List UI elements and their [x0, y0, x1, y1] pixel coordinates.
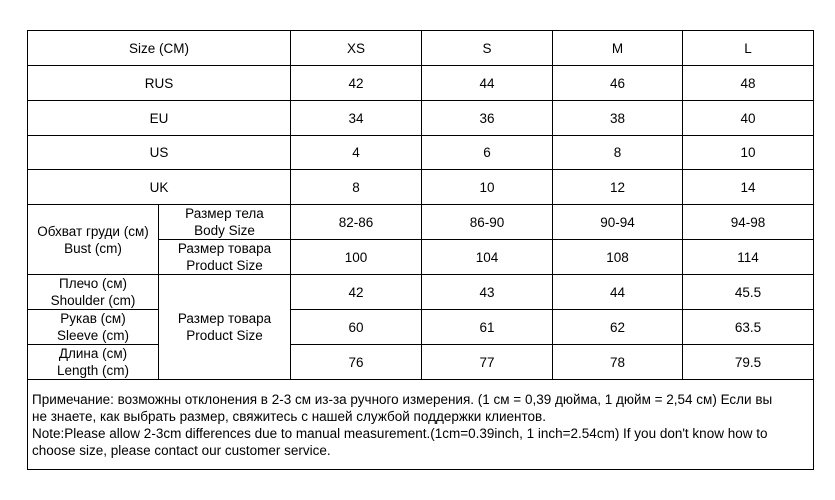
- size-chart-table: [27, 30, 814, 470]
- note-ru-line-2: не знаете, как выбрать размер, свяжитесь с нашей службой поддержки клиентов.: [32, 409, 546, 424]
- note-en-line-2: choose size, please contact our customer service.: [32, 443, 331, 458]
- table-cell: 61: [422, 310, 553, 345]
- length-label-en: Length (cm): [56, 363, 130, 378]
- size-header-m: M: [553, 31, 683, 66]
- table-row-us: [28, 136, 814, 170]
- table-cell: 108: [553, 240, 683, 275]
- table-row-rus: [28, 66, 814, 101]
- table-cell: 34: [291, 101, 422, 136]
- table-cell: 4: [291, 136, 422, 170]
- size-header-label: Size (CM): [28, 31, 291, 66]
- table-cell: 43: [422, 275, 553, 310]
- size-header-l: L: [683, 31, 814, 66]
- table-cell: 40: [683, 101, 814, 136]
- bust-label-en: Bust (cm): [64, 240, 122, 256]
- table-cell: 8: [553, 136, 683, 170]
- sleeve-label: [28, 310, 159, 345]
- table-cell: 86-90: [422, 205, 553, 240]
- table-cell: 78: [553, 345, 683, 380]
- table-cell: 100: [291, 240, 422, 275]
- table-cell: 8: [291, 170, 422, 205]
- table-cell: 10: [422, 170, 553, 205]
- product-size-label-en: Product Size: [186, 328, 263, 343]
- size-header-s: S: [422, 31, 553, 66]
- length-label-ru: Длина (см): [58, 346, 128, 361]
- table-cell: 45.5: [683, 275, 814, 310]
- table-cell: 10: [683, 136, 814, 170]
- table-cell: 48: [683, 66, 814, 101]
- table-cell: 42: [291, 66, 422, 101]
- table-cell: 14: [683, 170, 814, 205]
- note-ru-line-1: Примечание: возможны отклонения в 2-3 см из-за ручного измерения. (1 см = 0,39 дюйма, 1 дюйм = 2,54 см) Если вы: [32, 392, 773, 407]
- product-size-label: [159, 275, 291, 380]
- header-row: [28, 31, 814, 66]
- table-row-eu: [28, 101, 814, 136]
- note-row: [28, 380, 814, 470]
- shoulder-label-en: Shoulder (cm): [50, 293, 136, 308]
- table-cell: 79.5: [683, 345, 814, 380]
- row-label-uk: UK: [28, 170, 291, 205]
- bust-label: [28, 205, 159, 275]
- body-size-label: [159, 205, 291, 240]
- table-cell: 12: [553, 170, 683, 205]
- table-cell: 44: [553, 275, 683, 310]
- table-cell: 94-98: [683, 205, 814, 240]
- row-label-rus: RUS: [28, 66, 291, 101]
- length-label: [28, 345, 159, 380]
- table-cell: 38: [553, 101, 683, 136]
- table-cell: 63.5: [683, 310, 814, 345]
- shoulder-label-ru: Плечо (см): [59, 276, 127, 291]
- table-cell: 62: [553, 310, 683, 345]
- note-text: [28, 380, 814, 470]
- table-cell: 76: [291, 345, 422, 380]
- row-label-eu: EU: [28, 101, 291, 136]
- size-header-xs: XS: [291, 31, 422, 66]
- note-en-line-1: Note:Please allow 2-3cm differences due to manual measurement.(1cm=0.39inch, 1 inch=2.54cm) If you don't know how to: [32, 426, 768, 441]
- row-label-us: US: [28, 136, 291, 170]
- table-cell: 90-94: [553, 205, 683, 240]
- body-size-label-ru: Размер тела: [185, 206, 264, 221]
- bust-product-size-label-ru: Размер товара: [177, 241, 272, 256]
- table-row-sleeve: [28, 310, 814, 345]
- table-cell: 114: [683, 240, 814, 275]
- product-size-label-ru: Размер товара: [177, 311, 272, 326]
- shoulder-label: [28, 275, 159, 310]
- table-cell: 42: [291, 275, 422, 310]
- table-row-uk: [28, 170, 814, 205]
- table-row-bust-body: [28, 205, 814, 240]
- table-cell: 44: [422, 66, 553, 101]
- table-row-length: [28, 345, 814, 380]
- bust-label-ru: Обхват груди (см): [37, 223, 149, 239]
- sleeve-label-ru: Рукав (см): [60, 311, 126, 326]
- table-cell: 104: [422, 240, 553, 275]
- table-cell: 77: [422, 345, 553, 380]
- body-size-label-en: Body Size: [194, 223, 255, 238]
- sleeve-label-en: Sleeve (cm): [56, 328, 129, 343]
- table-cell: 36: [422, 101, 553, 136]
- table-cell: 82-86: [291, 205, 422, 240]
- table-row-shoulder: [28, 275, 814, 310]
- bust-product-size-label-en: Product Size: [186, 258, 263, 273]
- table-cell: 60: [291, 310, 422, 345]
- table-cell: 6: [422, 136, 553, 170]
- bust-product-size-label: [159, 240, 291, 275]
- table-cell: 46: [553, 66, 683, 101]
